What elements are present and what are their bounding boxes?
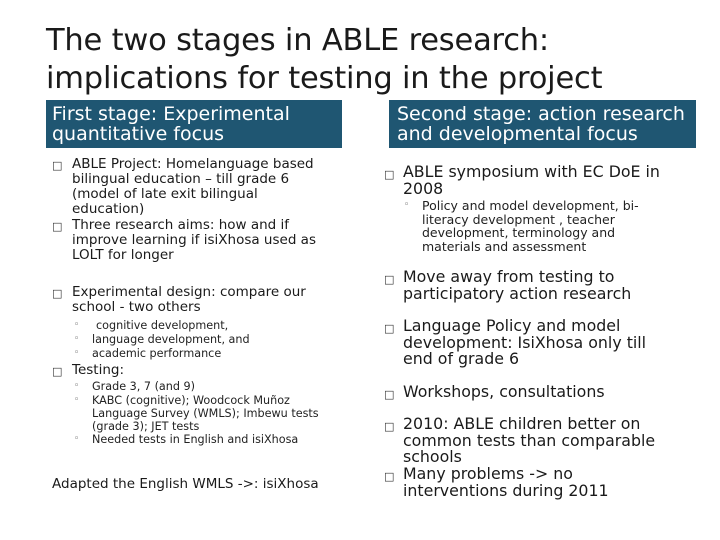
text-line: Many problems -> no <box>403 464 573 483</box>
list-item-text <box>72 285 362 315</box>
right-heading-line-2: and developmental focus <box>397 123 638 145</box>
left-heading-line-2: quantitative focus <box>52 123 225 145</box>
bullet-box-icon: □ <box>52 159 63 172</box>
text-line: ABLE symposium with EC DoE in <box>403 162 660 181</box>
text-line: improve learning if isiXhosa used as <box>72 232 316 248</box>
sub-item-text: language development, and <box>92 333 250 346</box>
bullet-box-icon: □ <box>384 168 395 181</box>
text-line: Move away from testing to <box>403 267 615 286</box>
bullet-box-icon: □ <box>52 220 63 233</box>
sub-item-text: academic performance <box>92 347 222 360</box>
text-line: (model of late exit bilingual <box>72 186 258 202</box>
text-line: common tests than comparable <box>403 430 656 450</box>
bullet-box-icon: □ <box>52 365 63 378</box>
right-column-heading <box>389 100 696 148</box>
text-line: Language Policy and model <box>403 316 621 335</box>
text-line: literacy development , teacher <box>422 211 615 227</box>
slide-title-line-2: implications for testing in the project <box>46 61 603 96</box>
text-line: schools <box>403 447 462 466</box>
text-line: interventions during 2011 <box>403 480 609 500</box>
sub-item-text: Needed tests in English and isiXhosa <box>92 433 299 446</box>
bullet-box-icon: □ <box>384 388 395 401</box>
list-item-text <box>403 384 703 401</box>
sub-bullet-icon: ◦ <box>74 348 80 358</box>
bullet-box-icon: □ <box>384 420 395 433</box>
left-footer-note: Adapted the English WMLS ->: isiXhosa <box>52 476 319 492</box>
sub-bullet-icon: ◦ <box>74 334 80 344</box>
text-line: ABLE Project: Homelanguage based <box>72 156 314 172</box>
text-line: 2010: ABLE children better on <box>403 414 641 433</box>
left-heading-line-1: First stage: Experimental <box>52 103 290 125</box>
text-line: KABC (cognitive); Woodcock Muñoz <box>92 394 290 407</box>
sub-item-text <box>92 394 342 433</box>
sub-bullet-icon: ◦ <box>74 320 80 330</box>
text-line: Experimental design: compare our <box>72 284 306 300</box>
bullet-box-icon: □ <box>384 322 395 335</box>
text-line: development, terminology and <box>422 225 616 240</box>
bullet-box-icon: □ <box>384 273 395 286</box>
left-column-heading <box>46 100 342 148</box>
text-line: Language Survey (WMLS); Imbewu tests <box>92 407 319 420</box>
list-item-text <box>72 363 362 378</box>
list-item-text <box>403 269 703 302</box>
sub-item-text: Grade 3, 7 (and 9) <box>92 380 196 393</box>
sub-item-text <box>422 199 692 253</box>
text-line: participatory action research <box>403 283 632 303</box>
slide-title-line-1: The two stages in ABLE research: <box>46 23 550 58</box>
list-item-text <box>72 218 362 263</box>
text-line: education) <box>72 201 145 217</box>
slide-title <box>46 22 706 98</box>
bullet-box-icon: □ <box>384 470 395 483</box>
list-item-text <box>403 164 703 197</box>
list-item-text <box>72 157 362 217</box>
text-line: Testing: <box>72 362 125 378</box>
text-line: Three research aims: how and if <box>72 217 290 233</box>
sub-bullet-icon: ◦ <box>74 395 80 405</box>
right-heading-line-1: Second stage: action research <box>397 103 685 125</box>
list-item-text <box>403 466 703 499</box>
text-line: Workshops, consultations <box>403 382 605 401</box>
text-line: 2008 <box>403 178 444 198</box>
text-line: (grade 3); JET tests <box>92 420 200 433</box>
list-item-text <box>403 318 703 368</box>
text-line: materials and assessment <box>422 238 587 254</box>
bullet-box-icon: □ <box>52 287 63 300</box>
text-line: LOLT for longer <box>72 247 174 263</box>
sub-item-text: cognitive development, <box>96 319 229 332</box>
text-line: school - two others <box>72 299 201 315</box>
text-line: Policy and model development, bi- <box>422 198 639 213</box>
list-item-text <box>403 416 703 466</box>
text-line: end of grade 6 <box>403 349 520 368</box>
text-line: bilingual education – till grade 6 <box>72 171 290 187</box>
text-line: development: IsiXhosa only till <box>403 332 647 352</box>
sub-bullet-icon: ◦ <box>74 434 80 444</box>
sub-bullet-icon: ◦ <box>74 381 80 391</box>
sub-bullet-icon: ◦ <box>404 200 410 210</box>
